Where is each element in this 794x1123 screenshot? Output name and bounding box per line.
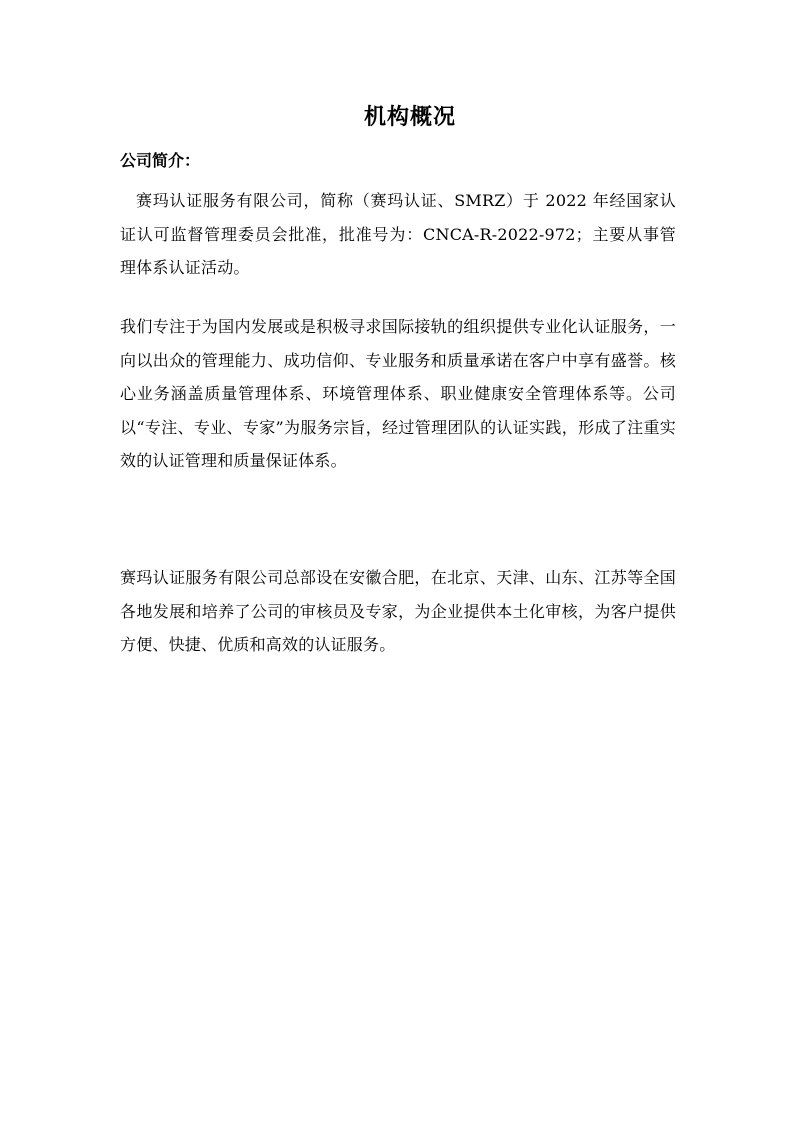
- page-title: 机构概况: [363, 105, 456, 130]
- paragraph-intro: 赛玛认证服务有限公司，简称（赛玛认证、SMRZ）于 2022 年经国家认证认可监督管理委员会批准，批准号为：CNCA-R-2022-972；主要从事管理体系认证活动。: [120, 191, 676, 277]
- paragraph-headquarters: 赛玛认证服务有限公司总部设在安徽合肥，在北京、天津、山东、江苏等全国各地发展和培养了公司的审核员及专家，为企业提供本土化审核，为客户提供方便、快捷、优质和高效的认证服务。: [120, 568, 676, 654]
- paragraph-services: 我们专注于为国内发展或是积极寻求国际接轨的组织提供专业化认证服务，一向以出众的管理能力、成功信仰、专业服务和质量承诺在客户中享有盛誉。核心业务涵盖质量管理体系、环境管理体系、职业健康安全管理体系等。公司以“专注、专业、专家”为服务宗旨，经过管理团队的认证实践，形成了注重实效的认证管理和质量保证体系。: [120, 317, 676, 470]
- section-heading: 公司简介：: [120, 151, 201, 170]
